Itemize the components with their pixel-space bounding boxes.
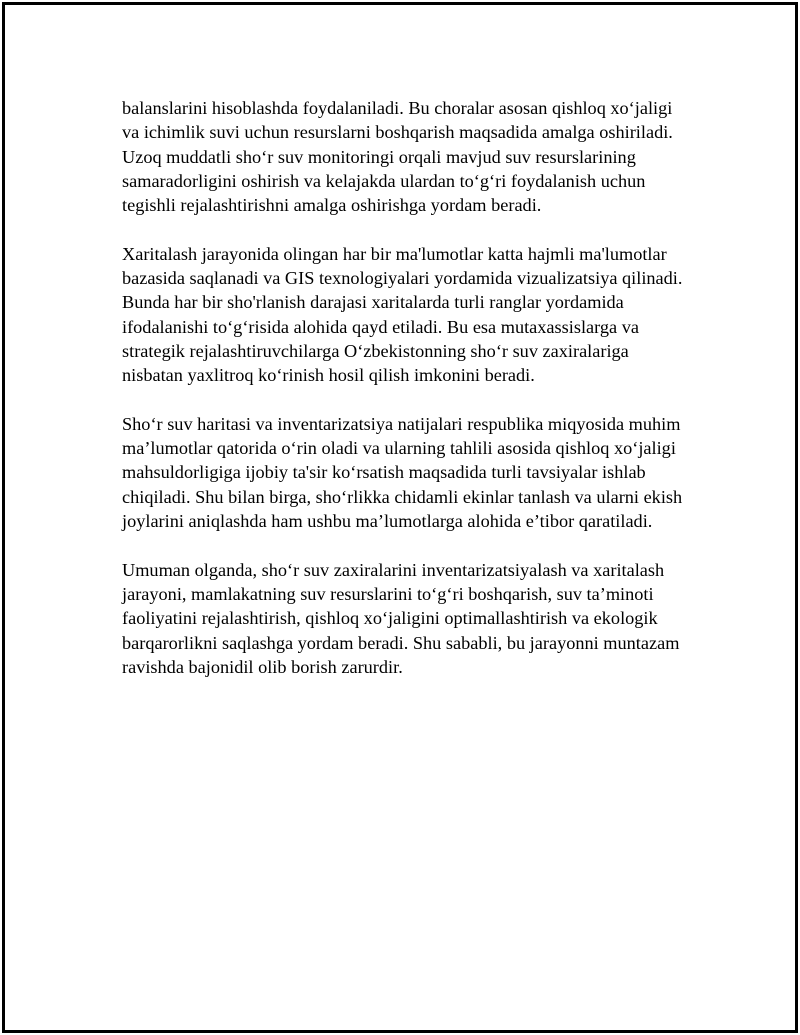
paragraph-1: balanslarini hisoblashda foydalaniladi. Bu choralar asosan qishloq xoʻjaligi va ichimlik suvi uchun resurslarni boshqarish maqsadida amalga oshiriladi. Uzoq muddatli shoʻr suv monitoringi orqali mavjud suv resurslarining samaradorligini oshirish va kelajakda ulardan toʻgʻri foydalanish uchun tegishli rejalashtirishni amalga oshirishga yordam beradi. [122, 98, 673, 216]
paragraph-2: Xaritalash jarayonida olingan har bir ma'lumotlar katta hajmli ma'lumotlar bazasida saqlanadi va GIS texnologiyalari yordamida vizualizatsiya qilinadi. Bunda har bir sho'rlanish darajasi xaritalarda turli ranglar yordamida ifodalanishi toʻgʻrisida alohida qayd etiladi. Bu esa mutaxassislarga va strategik rejalashtiruvchilarga Oʻzbekistonning shoʻr suv zaxiralariga nisbatan yaxlitroq koʻrinish hosil qilish imkonini beradi. [122, 243, 683, 386]
paragraph-3: Shoʻr suv haritasi va inventarizatsiya natijalari respublika miqyosida muhim ma’lumotlar qatorida oʻrin oladi va ularning tahlili asosida qishloq xoʻjaligi mahsuldorligiga ijobiy ta'sir koʻrsatish maqsadida turli tavsiyalar ishlab chiqiladi. Shu bilan birga, shoʻrlikka chidamli ekinlar tanlash va ularni ekish joylarini aniqlashda ham ushbu ma’lumotlarga alohida e’tibor qaratiladi. [122, 413, 683, 532]
paragraph-4: Umuman olganda, shoʻr suv zaxiralarini inventarizatsiyalash va xaritalash jarayoni, mamlakatning suv resurslarini toʻgʻri boshqarish, suv ta’minoti faoliyatini rejalashtirish, qishloq xoʻjaligini optimallashtirish va ekologik barqarorlikni saqlashga yordam beradi. Shu sababli, bu jarayonni muntazam ravishda bajonidil olib borish zarurdir. [122, 559, 680, 677]
page-frame [2, 2, 798, 1033]
document-body [122, 96, 712, 703]
